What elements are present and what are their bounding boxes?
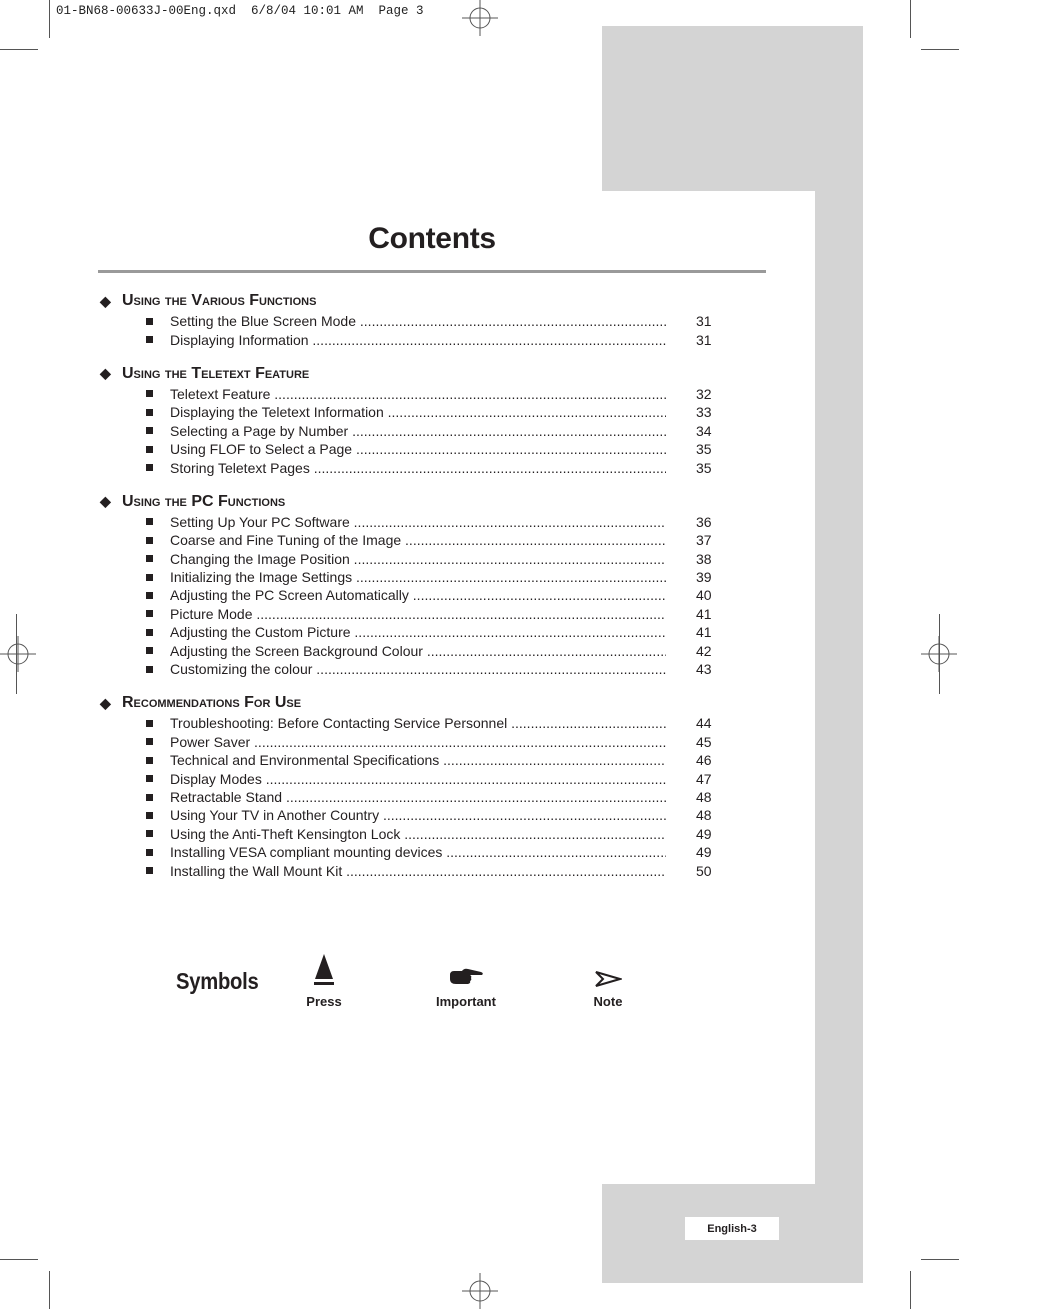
toc-entry: [98, 568, 738, 586]
square-bullet-icon: [146, 610, 153, 617]
crop-mark: [0, 1259, 38, 1260]
toc-entry-label: Changing the Image Position .....: [170, 551, 666, 567]
page-number-badge: English-3: [685, 1217, 779, 1240]
sidebar-tab-top: [602, 26, 863, 191]
toc-entry-page: 36: [696, 513, 712, 530]
square-bullet-icon: [146, 775, 153, 782]
toc-entry: [98, 458, 738, 476]
toc-entry-label: Using the Anti-Theft Kensington Lock .....: [170, 826, 666, 842]
square-bullet-icon: [146, 830, 153, 837]
toc-entry: [98, 714, 738, 732]
symbol-note-label: Note: [593, 994, 623, 1009]
diamond-bullet-icon: ◆: [100, 365, 111, 382]
toc-entry-page: 34: [696, 422, 712, 439]
toc-entry: [98, 385, 738, 403]
toc-entry-label: Coarse and Fine Tuning of the Image .....: [170, 532, 666, 548]
toc-entry: [98, 641, 738, 659]
square-bullet-icon: [146, 666, 153, 673]
toc-entry-page: 44: [696, 715, 712, 732]
toc-entry-label: Using Your TV in Another Country .....: [170, 807, 666, 823]
crop-mark: [0, 49, 38, 50]
toc-entry-label: Retractable Stand .....: [170, 789, 666, 805]
square-bullet-icon: [146, 812, 153, 819]
toc-entry-page: 48: [696, 789, 712, 805]
symbol-press: [264, 950, 384, 1009]
square-bullet-icon: [146, 518, 153, 525]
toc-entry-page: 40: [696, 587, 712, 604]
toc-entry-page: 33: [696, 404, 712, 421]
square-bullet-icon: [146, 574, 153, 581]
toc-entry-page: 31: [696, 313, 712, 330]
toc-entry-label: Storing Teletext Pages .....: [170, 460, 666, 476]
toc-entry-label: Displaying Information .....: [170, 332, 666, 348]
square-bullet-icon: [146, 537, 153, 544]
toc-section: [98, 692, 738, 880]
toc-entry-label: Using FLOF to Select a Page .....: [170, 441, 666, 457]
sidebar-strip: [815, 191, 863, 1184]
table-of-contents: [98, 290, 738, 894]
toc-entry: [98, 531, 738, 549]
registration-mark-icon: [0, 636, 36, 672]
registration-mark-icon: [462, 0, 498, 36]
square-bullet-icon: [146, 592, 153, 599]
square-bullet-icon: [146, 464, 153, 471]
toc-entry-page: 41: [696, 624, 712, 641]
square-bullet-icon: [146, 629, 153, 636]
toc-entry-page: 49: [696, 825, 712, 842]
toc-entry-label: Customizing the colour .....: [170, 661, 666, 677]
toc-entry-label: Picture Mode .....: [170, 606, 666, 622]
toc-entry-page: 35: [696, 441, 712, 458]
registration-mark-icon: [921, 636, 957, 672]
square-bullet-icon: [146, 720, 153, 727]
toc-entry-label: Troubleshooting: Before Contacting Service Personnel .....: [170, 715, 666, 731]
square-bullet-icon: [146, 409, 153, 416]
section-heading-text: Using the PC Functions: [122, 492, 286, 510]
toc-entry-page: 45: [696, 733, 712, 750]
crop-mark: [910, 0, 911, 38]
arrowhead-icon: [594, 968, 622, 990]
title-rule: [98, 270, 766, 273]
crop-mark: [910, 1271, 911, 1309]
crop-mark: [49, 1271, 50, 1309]
square-bullet-icon: [146, 867, 153, 874]
toc-entry-label: Displaying the Teletext Information .....: [170, 404, 666, 420]
toc-entry: [98, 843, 738, 861]
section-heading-text: Recommendations For Use: [122, 694, 302, 712]
toc-entry: [98, 440, 738, 458]
square-bullet-icon: [146, 647, 153, 654]
toc-entry: [98, 605, 738, 623]
toc-entry-page: 31: [696, 331, 712, 348]
toc-entry: [98, 550, 738, 568]
crop-mark: [49, 0, 50, 38]
toc-entry-page: 50: [696, 862, 712, 879]
diamond-bullet-icon: ◆: [100, 493, 111, 510]
crop-mark: [921, 49, 959, 50]
square-bullet-icon: [146, 555, 153, 562]
square-bullet-icon: [146, 794, 153, 801]
toc-entry: [98, 586, 738, 604]
toc-entry: [98, 733, 738, 751]
toc-entry-page: 37: [696, 532, 712, 549]
toc-entry-label: Installing the Wall Mount Kit .....: [170, 863, 666, 879]
symbols-heading: Symbols: [176, 968, 259, 994]
square-bullet-icon: [146, 318, 153, 325]
section-heading: [98, 491, 738, 513]
square-bullet-icon: [146, 757, 153, 764]
toc-entry: [98, 769, 738, 787]
toc-entry: [98, 403, 738, 421]
toc-entry: [98, 788, 738, 806]
toc-entry-label: Adjusting the Custom Picture .....: [170, 624, 666, 640]
section-heading: [98, 363, 738, 385]
toc-entry-page: 47: [696, 770, 712, 787]
toc-entry: [98, 825, 738, 843]
toc-entry: [98, 861, 738, 879]
toc-section: [98, 290, 738, 349]
square-bullet-icon: [146, 427, 153, 434]
toc-entry-label: Setting the Blue Screen Mode .....: [170, 313, 666, 329]
square-bullet-icon: [146, 849, 153, 856]
press-icon: [313, 954, 335, 990]
toc-entry: [98, 623, 738, 641]
toc-entry: [98, 660, 738, 678]
toc-entry-label: Selecting a Page by Number .....: [170, 423, 666, 439]
registration-mark-icon: [462, 1273, 498, 1309]
toc-entry-label: Adjusting the PC Screen Automatically .....: [170, 587, 666, 603]
toc-entry: [98, 330, 738, 348]
symbol-important: [406, 950, 526, 1009]
square-bullet-icon: [146, 446, 153, 453]
section-heading: [98, 692, 738, 714]
diamond-bullet-icon: ◆: [100, 292, 111, 309]
toc-entry-label: Adjusting the Screen Background Colour .....: [170, 643, 666, 659]
square-bullet-icon: [146, 336, 153, 343]
toc-entry-page: 46: [696, 752, 712, 769]
diamond-bullet-icon: ◆: [100, 694, 111, 711]
toc-entry: [98, 751, 738, 769]
toc-entry-label: Display Modes .....: [170, 771, 666, 787]
toc-entry-page: 41: [696, 605, 712, 622]
symbol-important-label: Important: [436, 994, 496, 1009]
toc-entry: [98, 513, 738, 531]
section-heading-text: Using the Various Functions: [122, 292, 317, 309]
pointing-hand-icon: [448, 966, 484, 990]
square-bullet-icon: [146, 738, 153, 745]
toc-entry-page: 49: [696, 844, 712, 861]
print-header: 01-BN68-00633J-00Eng.qxd 6/8/04 10:01 AM Page 3: [56, 4, 424, 18]
page-title: Contents: [368, 222, 496, 255]
square-bullet-icon: [146, 390, 153, 397]
section-heading: [98, 290, 738, 312]
toc-section: [98, 491, 738, 679]
section-heading-text: Using the Teletext Feature: [122, 364, 310, 382]
toc-entry-label: Teletext Feature .....: [170, 386, 666, 402]
toc-entry-page: 43: [696, 661, 712, 678]
toc-entry-page: 35: [696, 459, 712, 476]
toc-section: [98, 363, 738, 477]
toc-entry-page: 38: [696, 550, 712, 567]
toc-entry: [98, 422, 738, 440]
crop-mark: [921, 1259, 959, 1260]
toc-entry-label: Power Saver .....: [170, 734, 666, 750]
symbol-press-label: Press: [306, 994, 342, 1009]
toc-entry-label: Initializing the Image Settings .....: [170, 569, 666, 585]
toc-entry-label: Setting Up Your PC Software .....: [170, 514, 666, 530]
toc-entry-page: 42: [696, 642, 712, 659]
toc-entry: [98, 806, 738, 824]
symbol-note: [548, 950, 668, 1009]
toc-entry-page: 48: [696, 807, 712, 824]
toc-entry-page: 39: [696, 569, 712, 586]
toc-entry-label: Installing VESA compliant mounting devices .....: [170, 844, 666, 860]
toc-entry-page: 32: [696, 385, 712, 402]
toc-entry-label: Technical and Environmental Specifications .....: [170, 752, 666, 768]
toc-entry: [98, 312, 738, 330]
